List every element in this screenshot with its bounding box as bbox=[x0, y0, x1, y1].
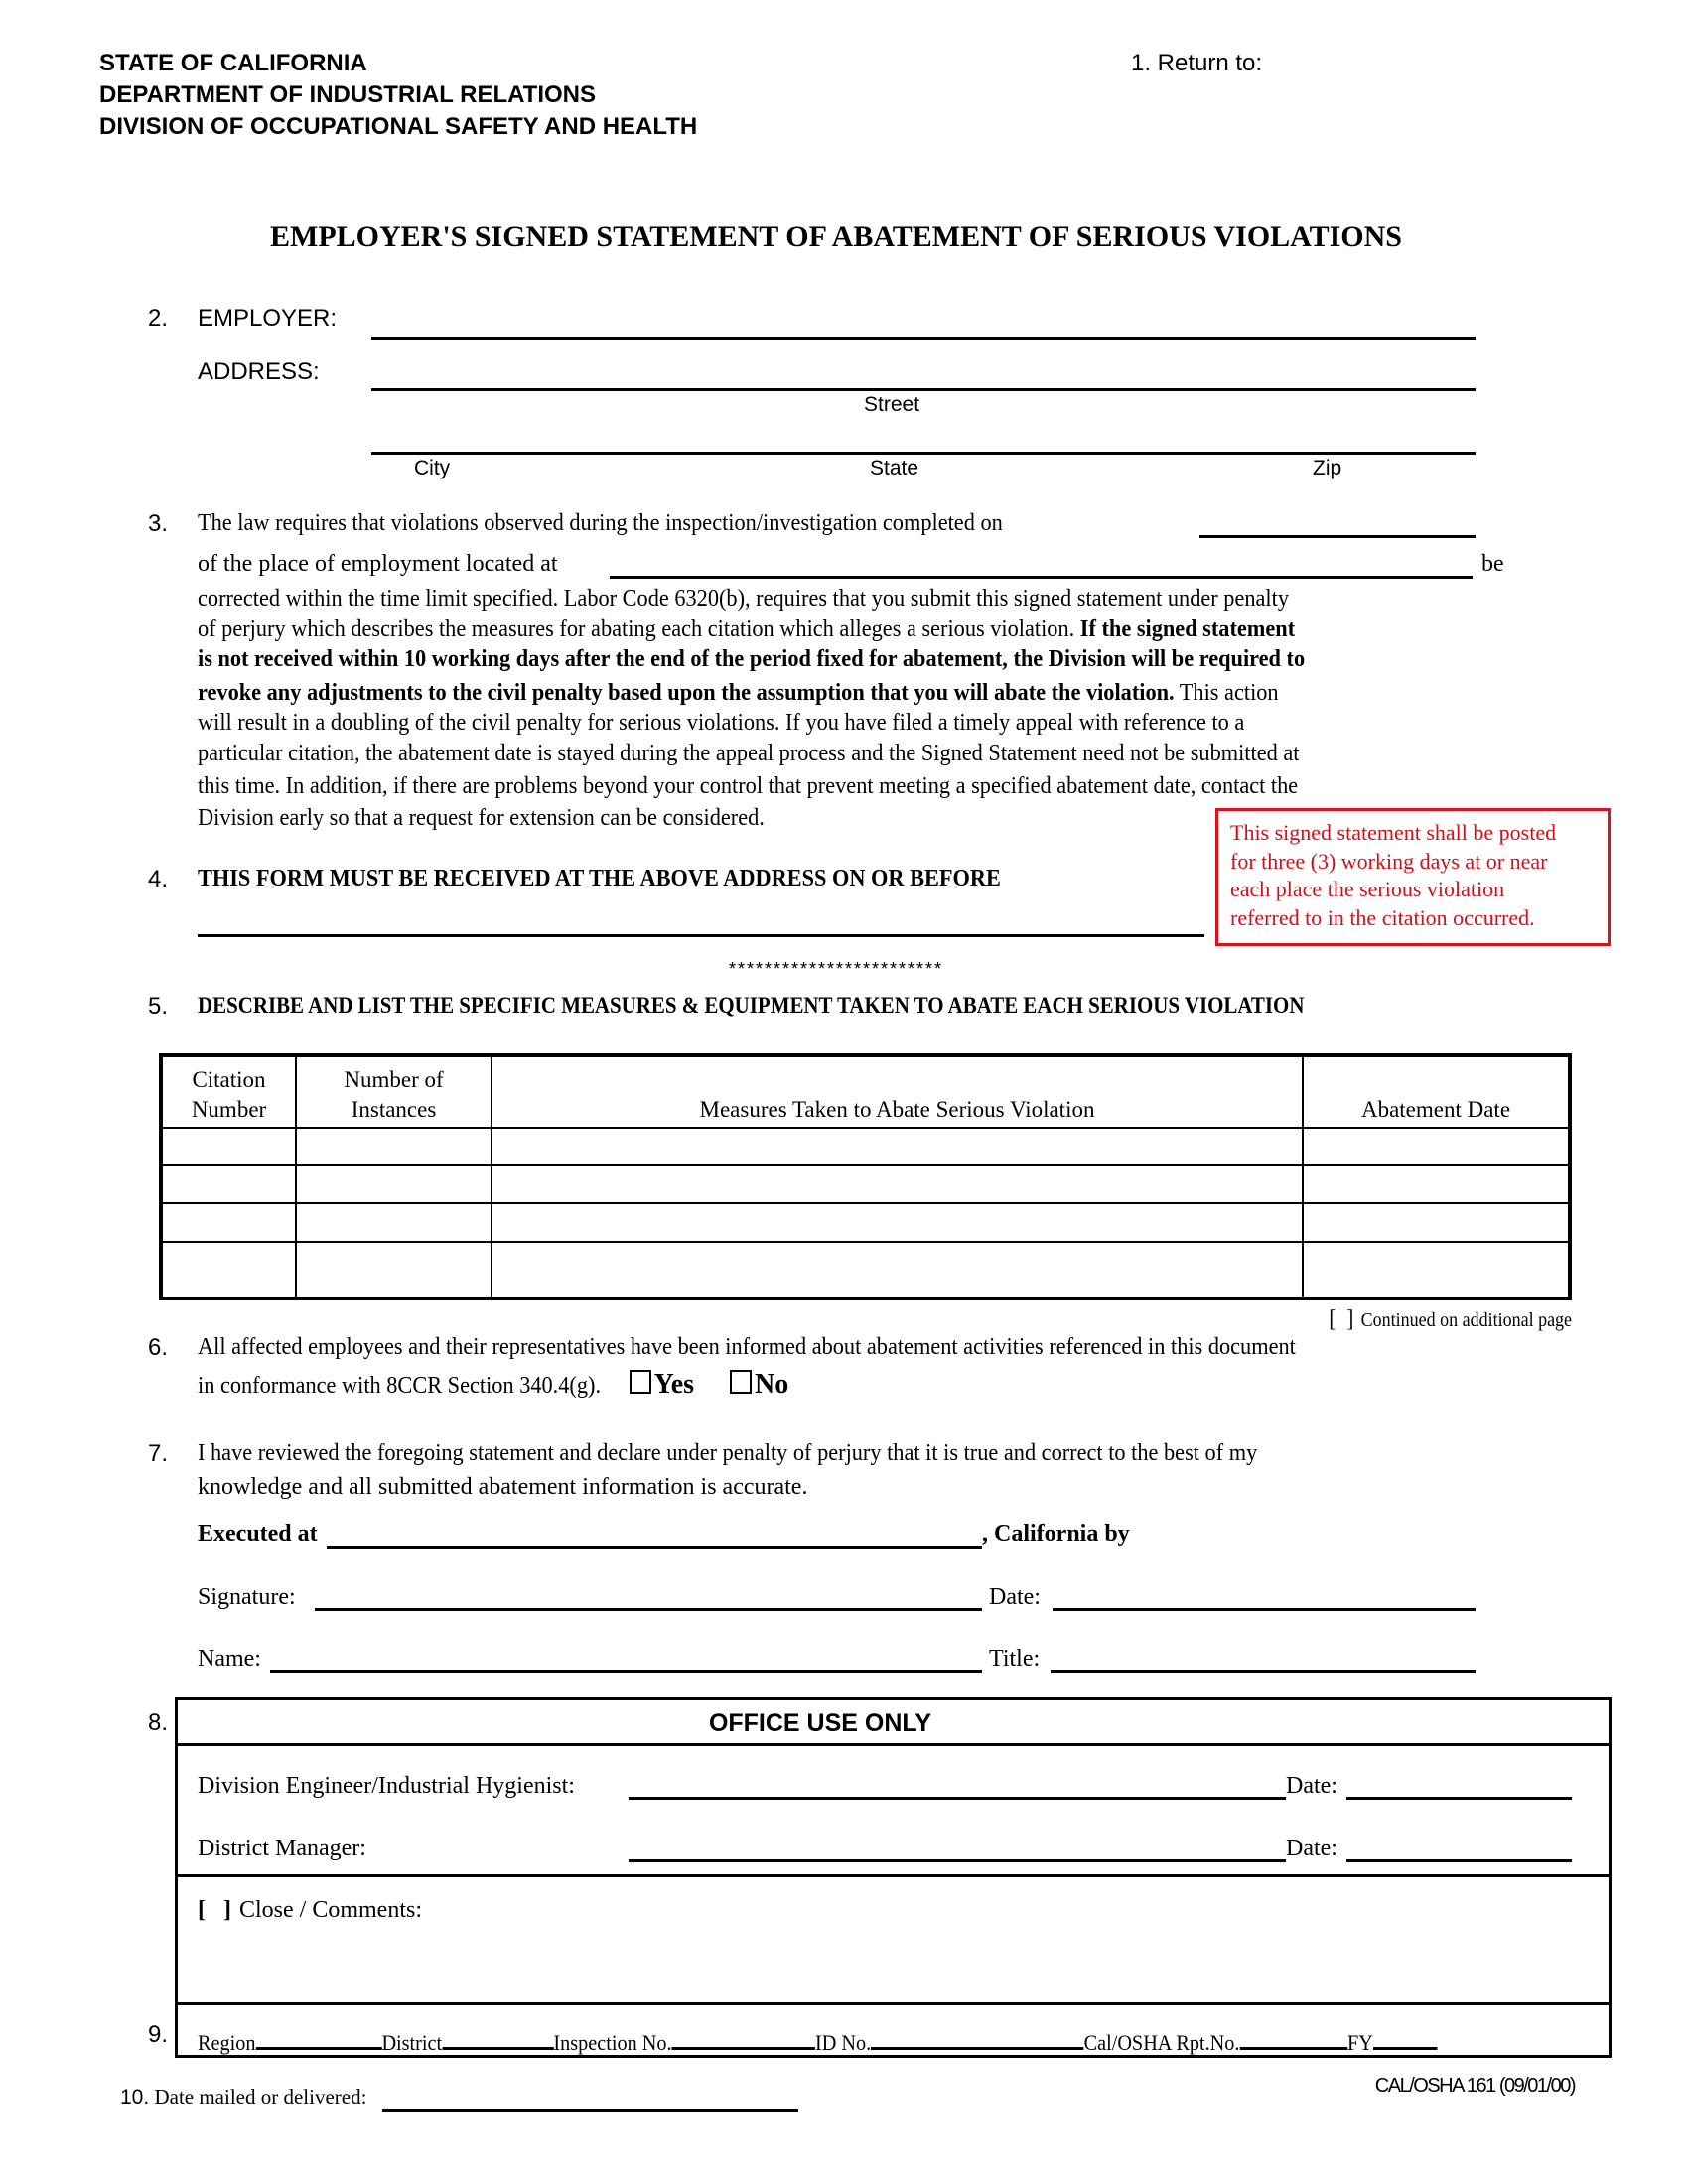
measures-cell[interactable] bbox=[492, 1203, 1303, 1241]
citation-cell[interactable] bbox=[161, 1165, 296, 1203]
abatement-table bbox=[159, 1053, 1572, 1300]
executed-at-field[interactable] bbox=[327, 1546, 982, 1549]
law-text-line-2: of the place of employment located at bbox=[198, 551, 558, 577]
table-row bbox=[161, 1242, 1570, 1298]
district-field[interactable] bbox=[442, 2025, 553, 2050]
manager-field[interactable] bbox=[629, 1859, 1286, 1862]
column-header-abatement-date: Abatement Date bbox=[1303, 1055, 1570, 1128]
posting-notice-box bbox=[1215, 808, 1611, 946]
engineer-date-field[interactable] bbox=[1346, 1797, 1572, 1800]
form-code: CAL/OSHA 161 (09/01/00) bbox=[1374, 2075, 1575, 2097]
date-cell[interactable] bbox=[1303, 1128, 1570, 1165]
law-text-line-10: Division early so that a request for extension can be considered. bbox=[198, 805, 765, 831]
employer-label: EMPLOYER: bbox=[198, 305, 338, 332]
yes-checkbox[interactable]: Yes bbox=[630, 1369, 694, 1400]
informed-text-line-1: All affected employees and their representatives have been informed about abatement activities referenced in this document bbox=[198, 1334, 1296, 1360]
return-to-label: 1. Return to: bbox=[1131, 50, 1263, 76]
section-10-number: 10. bbox=[120, 2086, 150, 2109]
street-field[interactable] bbox=[371, 388, 1476, 391]
title-field[interactable] bbox=[1051, 1670, 1476, 1673]
city-state-zip-field[interactable] bbox=[371, 452, 1476, 455]
continued-label: Continued on additional page bbox=[1360, 1309, 1572, 1331]
checkbox-icon bbox=[730, 1370, 752, 1394]
table-header-row bbox=[161, 1055, 1570, 1128]
citation-cell[interactable] bbox=[161, 1203, 296, 1241]
close-comments-label: Close / Comments: bbox=[238, 1897, 422, 1923]
law-text-line-6: revoke any adjustments to the civil penalty based upon the assumption that you will abate the violation. This action bbox=[198, 680, 1279, 706]
office-use-heading: OFFICE USE ONLY bbox=[708, 1709, 932, 1737]
region-field[interactable] bbox=[255, 2025, 381, 2050]
date-cell[interactable] bbox=[1303, 1242, 1570, 1298]
notice-line: This signed statement shall be posted bbox=[1230, 820, 1557, 845]
date-cell[interactable] bbox=[1303, 1203, 1570, 1241]
citation-cell[interactable] bbox=[161, 1242, 296, 1298]
place-of-employment-field[interactable] bbox=[610, 576, 1473, 579]
column-header-measures: Measures Taken to Abate Serious Violation bbox=[492, 1055, 1303, 1128]
street-caption: Street bbox=[864, 393, 920, 416]
declaration-line-1: I have reviewed the foregoing statement and declare under penalty of perjury that it is true and correct to the best of my bbox=[198, 1440, 1258, 1466]
table-row bbox=[161, 1203, 1570, 1241]
instances-cell[interactable] bbox=[296, 1242, 492, 1298]
table-row bbox=[161, 1128, 1570, 1165]
agency-division: DIVISION OF OCCUPATIONAL SAFETY AND HEALTH bbox=[99, 113, 698, 140]
fy-label: FY bbox=[1347, 2030, 1373, 2055]
name-label: Name: bbox=[198, 1646, 261, 1672]
title-label: Title: bbox=[989, 1646, 1041, 1672]
notice-line: each place the serious violation bbox=[1230, 877, 1505, 901]
table-row bbox=[161, 1165, 1570, 1203]
informed-text-line-2: in conformance with 8CCR Section 340.4(g). Yes No bbox=[198, 1369, 789, 1400]
instances-cell[interactable] bbox=[296, 1203, 492, 1241]
section-2-number: 2. bbox=[148, 305, 169, 332]
engineer-label: Division Engineer/Industrial Hygienist: bbox=[198, 1773, 575, 1799]
deadline-text: THIS FORM MUST BE RECEIVED AT THE ABOVE ADDRESS ON OR BEFORE bbox=[198, 866, 1001, 891]
deadline-date-field[interactable] bbox=[198, 934, 1204, 937]
date-mailed-row bbox=[120, 2085, 366, 2110]
divider bbox=[175, 2002, 1612, 2005]
signature-date-field[interactable] bbox=[1053, 1608, 1476, 1611]
measures-cell[interactable] bbox=[492, 1165, 1303, 1203]
state-caption: State bbox=[870, 457, 919, 479]
agency-state: STATE OF CALIFORNIA bbox=[99, 50, 367, 76]
law-text-be: be bbox=[1481, 551, 1504, 577]
checkbox-icon bbox=[630, 1370, 651, 1394]
divider bbox=[175, 1874, 1612, 1877]
section-6-number: 6. bbox=[148, 1334, 169, 1361]
address-label: ADDRESS: bbox=[198, 358, 320, 385]
office-codes-row bbox=[198, 2025, 1437, 2056]
fy-field[interactable] bbox=[1373, 2025, 1437, 2050]
law-text-line-1: The law requires that violations observed during the inspection/investigation completed on bbox=[198, 510, 1003, 536]
page-title: EMPLOYER'S SIGNED STATEMENT OF ABATEMENT OF SERIOUS VIOLATIONS bbox=[270, 220, 1402, 253]
continued-checkbox-row bbox=[1329, 1306, 1572, 1333]
rpt-no-field[interactable] bbox=[1239, 2025, 1347, 2050]
close-comments-row bbox=[198, 1897, 422, 1924]
declaration-line-2: knowledge and all submitted abatement information is accurate. bbox=[198, 1474, 808, 1500]
section-8-number: 8. bbox=[148, 1709, 169, 1736]
inspection-no-label: Inspection No. bbox=[553, 2030, 672, 2055]
column-header-citation-number: Citation Number bbox=[161, 1055, 296, 1128]
divider bbox=[175, 1743, 1612, 1746]
section-7-number: 7. bbox=[148, 1440, 169, 1467]
district-label: District bbox=[381, 2030, 443, 2055]
zip-caption: Zip bbox=[1313, 457, 1342, 479]
signature-date-label: Date: bbox=[989, 1584, 1041, 1610]
law-text-line-9: this time. In addition, if there are problems beyond your control that prevent meeting a specified abatement date, contact the bbox=[198, 773, 1299, 799]
employer-field[interactable] bbox=[371, 337, 1476, 340]
law-text-line-5: is not received within 10 working days after the end of the period fixed for abatement, the Division will be required to bbox=[198, 646, 1306, 672]
region-label: Region bbox=[198, 2030, 256, 2055]
engineer-field[interactable] bbox=[629, 1797, 1286, 1800]
manager-label: District Manager: bbox=[198, 1836, 366, 1861]
close-checkbox[interactable]: [ ] bbox=[198, 1897, 231, 1923]
no-checkbox[interactable]: No bbox=[730, 1369, 788, 1400]
id-no-field[interactable] bbox=[871, 2025, 1083, 2050]
signature-label: Signature: bbox=[198, 1584, 296, 1610]
instances-cell[interactable] bbox=[296, 1165, 492, 1203]
law-text-line-7: will result in a doubling of the civil penalty for serious violations. If you have filed a timely appeal with reference to a bbox=[198, 710, 1245, 736]
measures-heading: DESCRIBE AND LIST THE SPECIFIC MEASURES & EQUIPMENT TAKEN TO ABATE EACH SERIOUS VIOLATION bbox=[198, 993, 1305, 1018]
section-4-number: 4. bbox=[148, 866, 169, 892]
column-header-number-of-instances: Number of Instances bbox=[296, 1055, 492, 1128]
date-mailed-label: Date mailed or delivered: bbox=[154, 2085, 367, 2109]
signature-field[interactable] bbox=[315, 1608, 982, 1611]
manager-date-field[interactable] bbox=[1346, 1859, 1572, 1862]
inspection-no-field[interactable] bbox=[672, 2025, 815, 2050]
section-3-number: 3. bbox=[148, 510, 169, 537]
law-text-line-3: corrected within the time limit specified. Labor Code 6320(b), requires that you submit this signed statement under penalty bbox=[198, 586, 1289, 612]
executed-at-label: Executed at bbox=[198, 1521, 318, 1547]
id-no-label: ID No. bbox=[815, 2030, 872, 2055]
inspection-completed-date-field[interactable] bbox=[1199, 535, 1476, 538]
instances-cell[interactable] bbox=[296, 1128, 492, 1165]
separator-stars: ************************ bbox=[728, 959, 944, 979]
city-caption: City bbox=[414, 457, 451, 479]
agency-department: DEPARTMENT OF INDUSTRIAL RELATIONS bbox=[99, 81, 596, 108]
comments-area[interactable] bbox=[179, 1931, 1609, 2000]
engineer-date-label: Date: bbox=[1286, 1773, 1337, 1799]
law-text-line-4: of perjury which describes the measures for abating each citation which alleges a serious violation. If the signed statement bbox=[198, 616, 1296, 642]
date-mailed-field[interactable] bbox=[382, 2109, 798, 2112]
rpt-no-label: Cal/OSHA Rpt.No. bbox=[1083, 2030, 1240, 2055]
measures-cell[interactable] bbox=[492, 1242, 1303, 1298]
name-field[interactable] bbox=[270, 1670, 982, 1673]
date-cell[interactable] bbox=[1303, 1165, 1570, 1203]
law-text-line-8: particular citation, the abatement date is stayed during the appeal process and the Signed Statement need not be submitted at bbox=[198, 741, 1300, 766]
notice-line: for three (3) working days at or near bbox=[1230, 848, 1548, 874]
section-9-number: 9. bbox=[148, 2021, 169, 2048]
measures-cell[interactable] bbox=[492, 1128, 1303, 1165]
manager-date-label: Date: bbox=[1286, 1836, 1337, 1861]
california-by-label: , California by bbox=[982, 1521, 1130, 1547]
continued-checkbox[interactable]: [ ] bbox=[1329, 1306, 1354, 1332]
section-5-number: 5. bbox=[148, 993, 169, 1020]
notice-line: referred to in the citation occurred. bbox=[1230, 904, 1535, 930]
citation-cell[interactable] bbox=[161, 1128, 296, 1165]
